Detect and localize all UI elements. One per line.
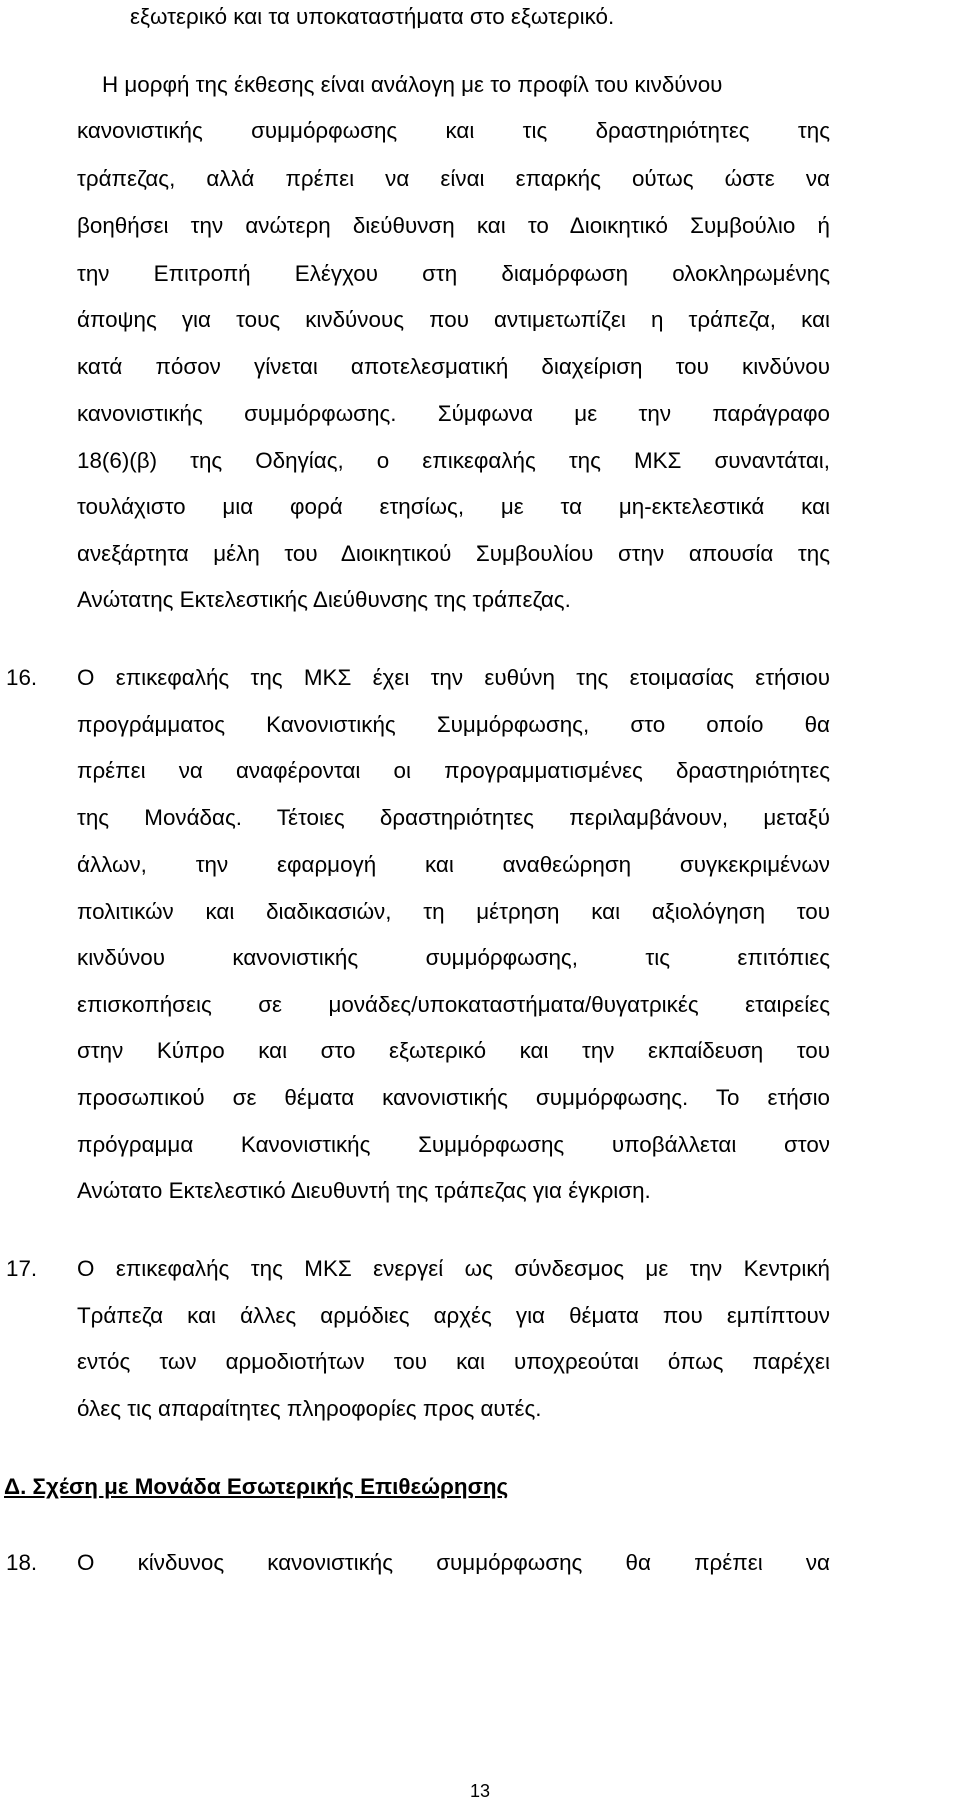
item-line: άλλων, την εφαρμογή και αναθεώρηση συγκεκριμένων: [77, 852, 830, 877]
page-number-footer: [0, 1778, 960, 1804]
paragraph-line: κανονιστικής συμμόρφωσης και τις δραστηριότητες της: [77, 118, 830, 143]
item-line: επισκοπήσεις σε μονάδες/υποκαταστήματα/θυγατρικές εταιρείες: [77, 992, 830, 1017]
item-line: Ο επικεφαλής της ΜΚΣ έχει την ευθύνη της ετοιμασίας ετήσιου: [77, 665, 830, 690]
item-line: κινδύνου κανονιστικής συμμόρφωσης, τις επιτόπιες: [77, 945, 830, 970]
text-line: [0, 0, 960, 34]
item-line: προσωπικού σε θέματα κανονιστικής συμμόρφωσης. Το ετήσιο: [77, 1085, 830, 1110]
paragraph-line: τράπεζας, αλλά πρέπει να είναι επαρκής ούτως ώστε να: [77, 166, 830, 191]
item-number: 18.: [6, 1550, 38, 1575]
text-line: [0, 1470, 960, 1504]
item-line: Ο κίνδυνος κανονιστικής συμμόρφωσης θα πρέπει να: [77, 1550, 830, 1575]
paragraph-line: άποψης για τους κινδύνους που αντιμετωπίζει η τράπεζα, και: [77, 307, 830, 332]
item-line: Ανώτατο Εκτελεστικό Διευθυντή της τράπεζας για έγκριση.: [77, 1178, 651, 1203]
item-line: εντός των αρμοδιοτήτων του και υποχρεούται όπως παρέχει: [77, 1349, 830, 1374]
page-number: 13: [469, 1781, 491, 1801]
paragraph-line: κανονιστικής συμμόρφωσης. Σύμφωνα με την παράγραφο: [77, 401, 830, 426]
section-heading: Δ. Σχέση με Μονάδα Εσωτερικής Επιθεώρησης: [4, 1474, 509, 1499]
item-number: 17.: [6, 1256, 38, 1281]
item-line: όλες τις απαραίτητες πληροφορίες προς αυτές.: [77, 1396, 542, 1421]
paragraph-line: βοηθήσει την ανώτερη διεύθυνση και το Διοικητικό Συμβούλιο ή: [77, 213, 830, 238]
item-line: στην Κύπρο και στο εξωτερικό και την εκπαίδευση του: [77, 1038, 830, 1063]
item-line: προγράμματος Κανονιστικής Συμμόρφωσης, στο οποίο θα: [77, 712, 830, 737]
paragraph-line: Η μορφή της έκθεσης είναι ανάλογη με το προφίλ του κινδύνου: [102, 72, 723, 97]
item-line: πρέπει να αναφέρονται οι προγραμματισμένες δραστηριότητες: [77, 758, 830, 783]
item-line: πρόγραμμα Κανονιστικής Συμμόρφωσης υποβάλλεται στον: [77, 1132, 830, 1157]
item-line: της Μονάδας. Τέτοιες δραστηριότητες περιλαμβάνουν, μεταξύ: [77, 805, 830, 830]
paragraph-line: Ανώτατης Εκτελεστικής Διεύθυνσης της τράπεζας.: [77, 587, 571, 612]
paragraph-line: τουλάχιστο μια φορά ετησίως, με τα μη-εκτελεστικά και: [77, 494, 830, 519]
item-line: Ο επικεφαλής της ΜΚΣ ενεργεί ως σύνδεσμος με την Κεντρική: [77, 1256, 830, 1281]
paragraph-line: 18(6)(β) της Οδηγίας, ο επικεφαλής της ΜΚΣ συναντάται,: [77, 448, 830, 473]
item-line: Τράπεζα και άλλες αρμόδιες αρχές για θέματα που εμπίπτουν: [77, 1303, 830, 1328]
paragraph-line: ανεξάρτητα μέλη του Διοικητικού Συμβουλίου στην απουσία της: [77, 541, 830, 566]
paragraph-line: κατά πόσον γίνεται αποτελεσματική διαχείριση του κινδύνου: [77, 354, 830, 379]
item-line: πολιτικών και διαδικασιών, τη μέτρηση και αξιολόγηση του: [77, 899, 830, 924]
item-number: 16.: [6, 665, 38, 690]
paragraph-line: την Επιτροπή Ελέγχου στη διαμόρφωση ολοκληρωμένης: [77, 261, 830, 286]
top-fragment: εξωτερικό και τα υποκαταστήματα στο εξωτερικό.: [130, 4, 615, 29]
